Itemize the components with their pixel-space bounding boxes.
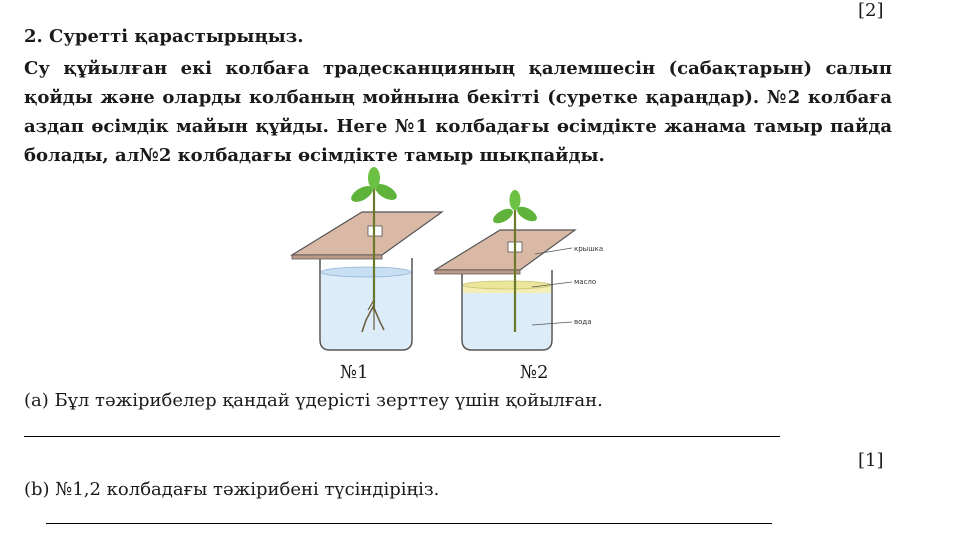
annotation-oil: масло xyxy=(574,278,597,286)
question-body: Су құйылған екі колбаға традесканцияның қалемшесін (сабақтарын) салып қойды және оларды колбаның мойнына бекітті (суретке қараңдар). №2 колбаға аздап өсімдік майын құйды. Неге №1 колбадағы өсімдікте жанама тамыр пайда болады, ал№2 колбадағы өсімдікте тамыр шықпайды. xyxy=(24,58,892,166)
question-part-a: (a) Бұл тәжірибелер қандай үдерісті зерттеу үшін қойылған. xyxy=(24,390,603,411)
flask-2-label: №2 xyxy=(520,362,549,383)
score-marker-a: [1] xyxy=(858,450,884,471)
annotation-lid: крышка xyxy=(574,245,604,253)
answer-line-b[interactable] xyxy=(46,523,772,524)
flask-1-label: №1 xyxy=(340,362,369,383)
question-title: 2. Суретті қарастырыңыз. xyxy=(24,26,304,47)
lid-2 xyxy=(435,230,575,270)
question-part-b: (b) №1,2 колбадағы тәжірибені түсіндіріңіз. xyxy=(24,479,440,500)
experiment-illustration xyxy=(270,160,610,360)
answer-line-a[interactable] xyxy=(24,436,780,437)
lid-1 xyxy=(292,212,442,255)
flask-1 xyxy=(292,167,442,350)
flask-2 xyxy=(435,190,603,350)
annotation-water: вода xyxy=(574,318,592,326)
score-marker-top: [2] xyxy=(858,0,884,21)
